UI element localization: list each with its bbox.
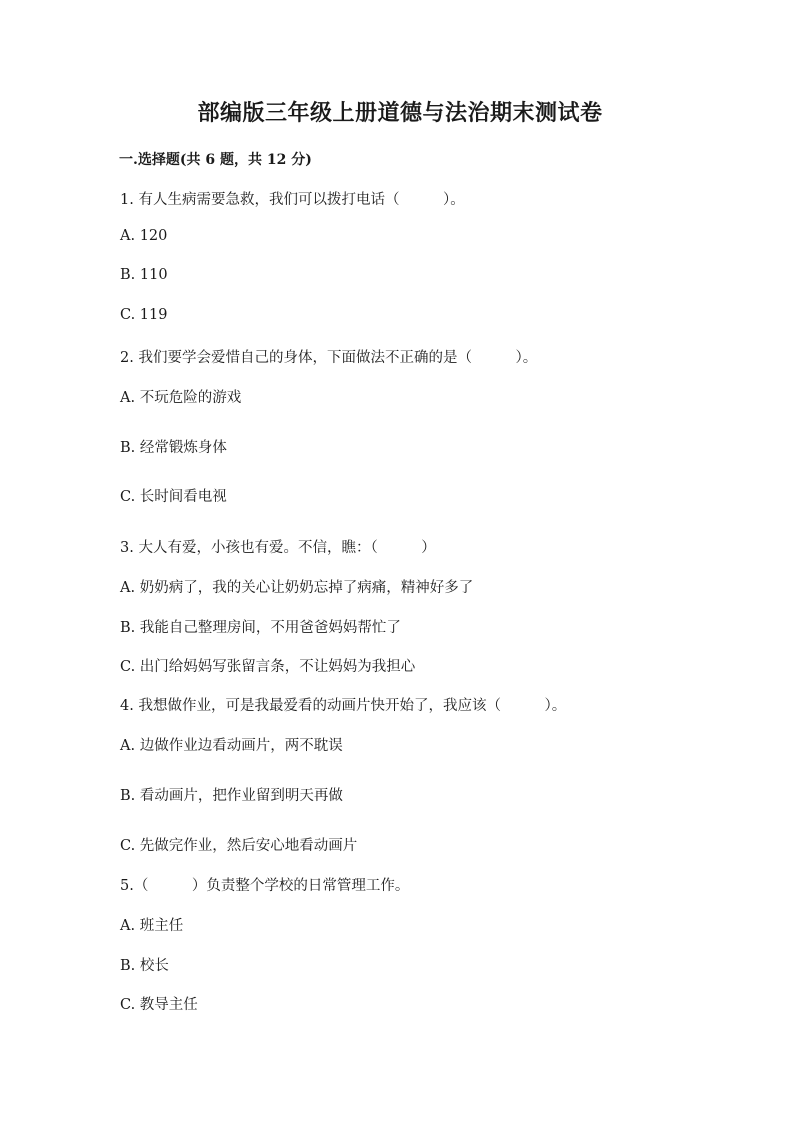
question-4-option-a: A. 边做作业边看动画片，两不耽误: [120, 738, 343, 754]
question-5-option-c: C. 教导主任: [120, 997, 198, 1013]
page-title: 部编版三年级上册道德与法治期末测试卷: [197, 100, 603, 126]
question-3-option-b: B. 我能自己整理房间，不用爸爸妈妈帮忙了: [120, 620, 401, 636]
question-2-option-c: C. 长时间看电视: [120, 489, 227, 505]
question-1-option-b: B. 110: [120, 267, 168, 283]
question-3-option-c: C. 出门给妈妈写张留言条，不让妈妈为我担心: [120, 659, 416, 675]
question-2-stem: 2. 我们要学会爱惜自己的身体，下面做法不正确的是（ ）。: [120, 350, 538, 366]
question-1-option-c: C. 119: [120, 307, 168, 323]
section-heading: 一.选择题(共 6 题，共 12 分): [119, 152, 312, 168]
question-4-option-c: C. 先做完作业，然后安心地看动画片: [120, 838, 358, 854]
question-2-option-b: B. 经常锻炼身体: [120, 440, 227, 456]
question-1-option-a: A. 120: [120, 228, 168, 244]
question-4-stem: 4. 我想做作业，可是我最爱看的动画片快开始了，我应该（ ）。: [120, 698, 567, 714]
question-2-option-a: A. 不玩危险的游戏: [120, 390, 242, 406]
question-5-option-a: A. 班主任: [120, 918, 184, 934]
question-5-option-b: B. 校长: [120, 958, 169, 974]
question-4-option-b: B. 看动画片，把作业留到明天再做: [120, 788, 343, 804]
question-3-option-a: A. 奶奶病了，我的关心让奶奶忘掉了病痛，精神好多了: [120, 580, 474, 596]
question-1-stem: 1. 有人生病需要急救，我们可以拨打电话（ ）。: [120, 192, 465, 208]
question-3-stem: 3. 大人有爱，小孩也有爱。不信，瞧：（ ）: [120, 540, 436, 556]
question-5-stem: 5.（ ）负责整个学校的日常管理工作。: [120, 878, 410, 894]
